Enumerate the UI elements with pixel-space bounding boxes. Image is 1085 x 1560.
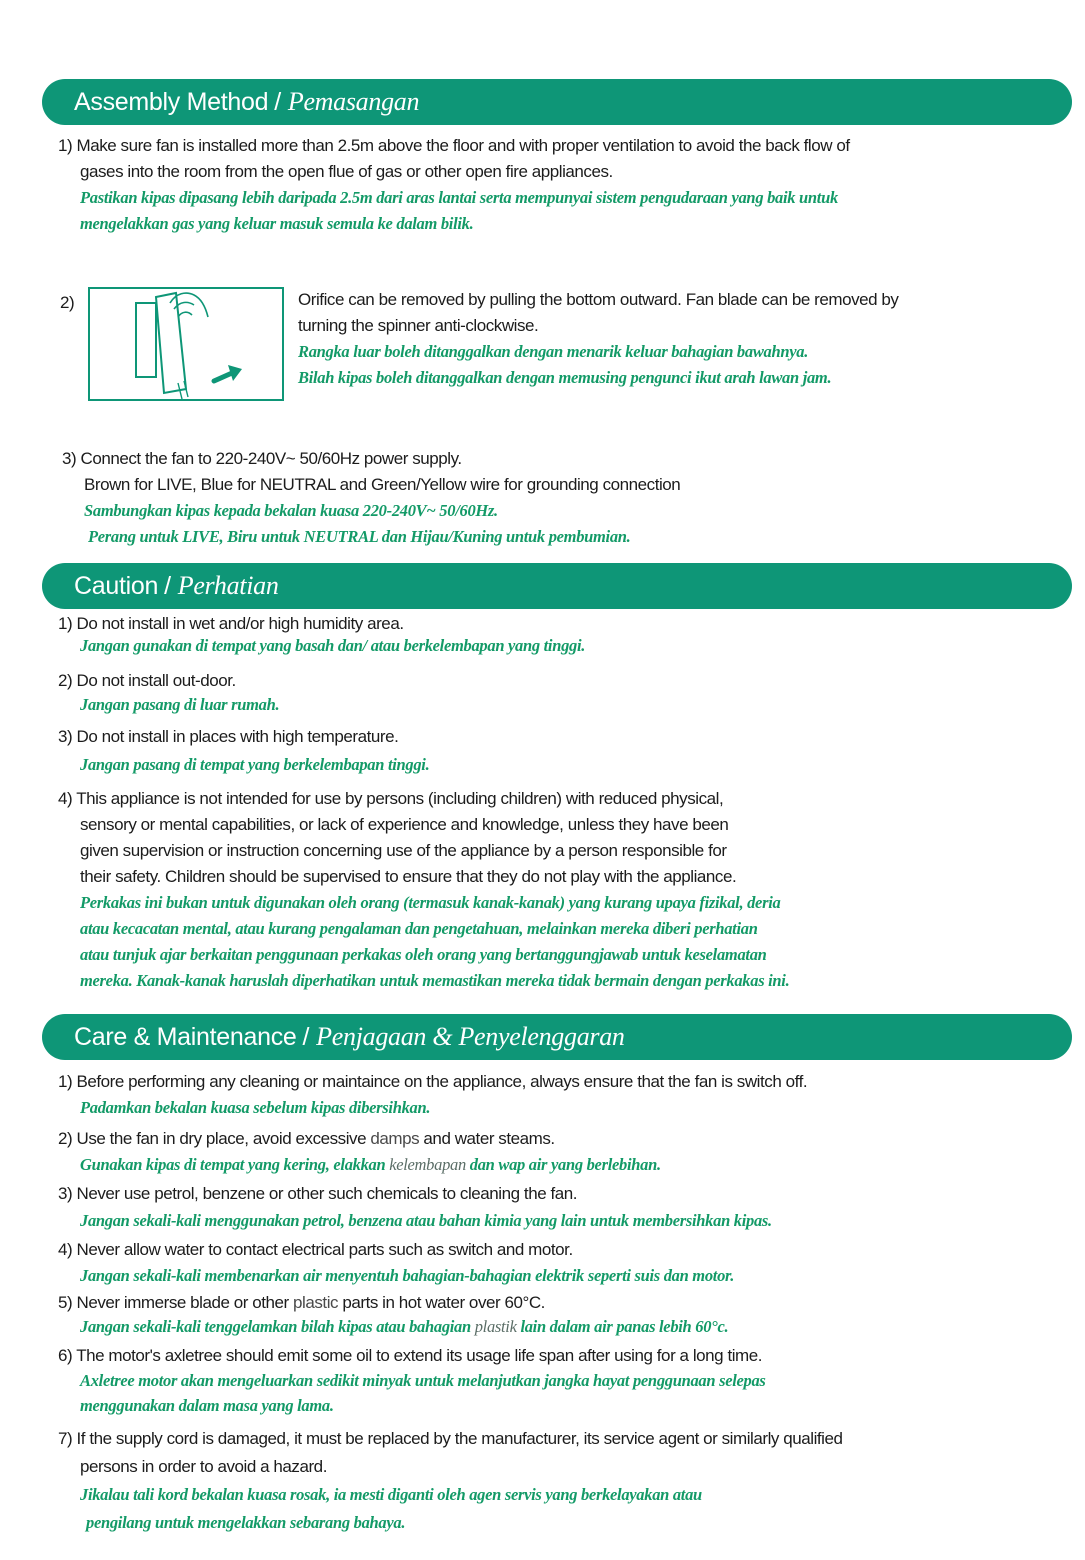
item-text-ms-highlight: kelembapan	[389, 1155, 466, 1174]
item-number: 1)	[58, 1072, 73, 1091]
item-text-ms: Jangan sekali-kali tenggelamkan bilah kipas atau bahagian	[80, 1317, 475, 1336]
item-text-en: Never immerse blade or other	[76, 1293, 294, 1312]
section-title: Caution	[74, 571, 159, 600]
item-number: 7)	[58, 1429, 73, 1448]
step-text-ms: mengelakkan gas yang keluar masuk semula ke dalam bilik.	[80, 214, 474, 233]
step-text-en: Brown for LIVE, Blue for NEUTRAL and Green/Yellow wire for grounding connection	[84, 475, 681, 494]
step-number: 2)	[60, 293, 75, 312]
item-text-en: Never allow water to contact electrical parts such as switch and motor.	[76, 1240, 573, 1259]
item-text-en: Do not install in wet and/or high humidity area.	[76, 614, 404, 633]
item-text-ms: Axletree motor akan mengeluarkan sedikit minyak untuk melanjutkan jangka hayat penggunaan selepas	[80, 1371, 766, 1390]
item-number: 2)	[58, 671, 73, 690]
item-text-ms: lain dalam air panas lebih 60°c.	[516, 1317, 729, 1336]
item-text-en: Before performing any cleaning or maintaince on the appliance, always ensure that the fan is switch off.	[76, 1072, 808, 1091]
item-text-en-highlight: plastic	[293, 1293, 339, 1312]
section-title: Care & Maintenance	[74, 1022, 297, 1051]
step-number: 1)	[58, 136, 73, 155]
section-header-caution	[42, 563, 1072, 609]
hand-pulling-panel-icon	[90, 289, 286, 403]
title-separator: /	[164, 571, 171, 600]
caution-item-4	[58, 786, 1078, 994]
step-text-en: turning the spinner anti-clockwise.	[298, 316, 539, 335]
title-separator: /	[302, 1022, 310, 1051]
item-text-en: This appliance is not intended for use by persons (including children) with reduced physical,	[76, 789, 724, 808]
item-text-ms: Jangan sekali-kali membenarkan air menyentuh bahagian-bahagian elektrik seperti suis dan motor.	[80, 1266, 735, 1285]
item-text-en: Do not install in places with high temperature.	[76, 727, 399, 746]
step-text-ms: Perang untuk LIVE, Biru untuk NEUTRAL dan Hijau/Kuning untuk pembumian.	[88, 527, 631, 546]
step-text-ms: Rangka luar boleh ditanggalkan dengan menarik keluar bahagian bawahnya.	[298, 342, 809, 361]
item-text-en: parts in hot water over 60°C.	[338, 1293, 545, 1312]
item-text-ms: menggunakan dalam masa yang lama.	[80, 1396, 334, 1415]
item-text-ms: Gunakan kipas di tempat yang kering, elakkan	[80, 1155, 390, 1174]
section-title: Assembly Method	[74, 87, 269, 116]
orifice-removal-illustration	[88, 287, 284, 401]
care-item-4	[58, 1237, 1078, 1289]
step-text-en: Orifice can be removed by pulling the bottom outward. Fan blade can be removed by	[298, 290, 899, 309]
item-text-ms: Jangan sekali-kali menggunakan petrol, benzena atau bahan kimia yang lain untuk membersihkan kipas.	[80, 1211, 772, 1230]
item-text-en: Never use petrol, benzene or other such chemicals to cleaning the fan.	[76, 1184, 578, 1203]
item-text-ms: dan wap air yang berlebihan.	[465, 1155, 661, 1174]
item-text-en-highlight: damps	[370, 1129, 420, 1148]
item-number: 2)	[58, 1129, 73, 1148]
item-text-ms-highlight: plastik	[474, 1317, 517, 1336]
step-text-ms: Bilah kipas boleh ditanggalkan dengan memusing pengunci ikut arah lawan jam.	[298, 368, 832, 387]
assembly-step-3	[62, 446, 1082, 550]
item-number: 6)	[58, 1346, 73, 1365]
step-text-ms: Pastikan kipas dipasang lebih daripada 2.5m dari aras lantai serta mempunyai sistem pengudaraan yang baik untuk	[80, 188, 838, 207]
care-item-3	[58, 1180, 1078, 1234]
item-text-ms: Padamkan bekalan kuasa sebelum kipas dibersihkan.	[80, 1098, 431, 1117]
care-item-1	[58, 1069, 1078, 1121]
caution-item-3	[58, 723, 1078, 779]
step-text-ms: Sambungkan kipas kepada bekalan kuasa 220-240V~ 50/60Hz.	[84, 501, 498, 520]
item-text-en: their safety. Children should be supervised to ensure that they do not play with the appliance.	[80, 867, 737, 886]
item-text-en: sensory or mental capabilities, or lack of experience and knowledge, unless they have been	[80, 815, 729, 834]
item-text-en: and water steams.	[419, 1129, 555, 1148]
item-number: 3)	[58, 727, 73, 746]
item-text-ms: Jangan gunakan di tempat yang basah dan/ atau berkelembapan yang tinggi.	[80, 636, 586, 655]
step-number: 3)	[62, 449, 77, 468]
item-text-ms: Jikalau tali kord bekalan kuasa rosak, ia mesti diganti oleh agen servis yang berkelayakan atau	[80, 1485, 702, 1504]
item-text-ms: mereka. Kanak-kanak haruslah diperhatikan untuk memastikan mereka tidak bermain dengan perkakas ini.	[80, 971, 790, 990]
step-text-en: Make sure fan is installed more than 2.5m above the floor and with proper ventilation to avoid the back flow of	[76, 136, 850, 155]
item-text-en: persons in order to avoid a hazard.	[80, 1457, 327, 1476]
item-text-en: The motor's axletree should emit some oil to extend its usage life span after using for a long time.	[76, 1346, 763, 1365]
step-text-en: Connect the fan to 220-240V~ 50/60Hz power supply.	[80, 449, 462, 468]
item-text-ms: atau kecacatan mental, atau kurang pengalaman dan pengetahuan, melainkan mereka diberi perhatian	[80, 919, 758, 938]
item-text-en: If the supply cord is damaged, it must be replaced by the manufacturer, its service agent or similarly qualified	[76, 1429, 843, 1448]
item-number: 1)	[58, 614, 73, 633]
section-header-assembly	[42, 79, 1072, 125]
item-number: 4)	[58, 1240, 73, 1259]
section-title-ms: Pemasangan	[287, 87, 420, 116]
care-item-7	[58, 1425, 1078, 1537]
section-title-ms: Penjagaan & Penyelenggaran	[316, 1022, 625, 1051]
item-text-ms: Jangan pasang di tempat yang berkelembapan tinggi.	[80, 755, 430, 774]
item-number: 5)	[58, 1293, 73, 1312]
item-text-ms: pengilang untuk mengelakkan sebarang bahaya.	[86, 1513, 406, 1532]
item-text-en: Do not install out-door.	[76, 671, 236, 690]
title-separator: /	[274, 87, 281, 116]
section-header-care	[42, 1014, 1072, 1060]
item-text-ms: atau tunjuk ajar berkaitan penggunaan perkakas oleh orang yang bertanggungjawab untuk keselamatan	[80, 945, 767, 964]
section-title-ms: Perhatian	[177, 571, 279, 600]
assembly-step-2	[298, 287, 1068, 391]
item-text-ms: Jangan pasang di luar rumah.	[80, 695, 280, 714]
item-number: 3)	[58, 1184, 73, 1203]
step-text-en: gases into the room from the open flue of gas or other open fire appliances.	[80, 162, 613, 181]
caution-item-2	[58, 669, 1078, 717]
care-item-6	[58, 1343, 1078, 1418]
care-item-5	[58, 1291, 1078, 1339]
item-text-en: given supervision or instruction concerning use of the appliance by a person responsible for	[80, 841, 727, 860]
item-text-en: Use the fan in dry place, avoid excessive	[76, 1129, 371, 1148]
assembly-step-1	[58, 133, 1078, 237]
care-item-2	[58, 1126, 1078, 1178]
item-text-ms: Perkakas ini bukan untuk digunakan oleh orang (termasuk kanak-kanak) yang kurang upaya fizikal, deria	[80, 893, 781, 912]
item-number: 4)	[58, 789, 73, 808]
caution-item-1	[58, 613, 1078, 657]
